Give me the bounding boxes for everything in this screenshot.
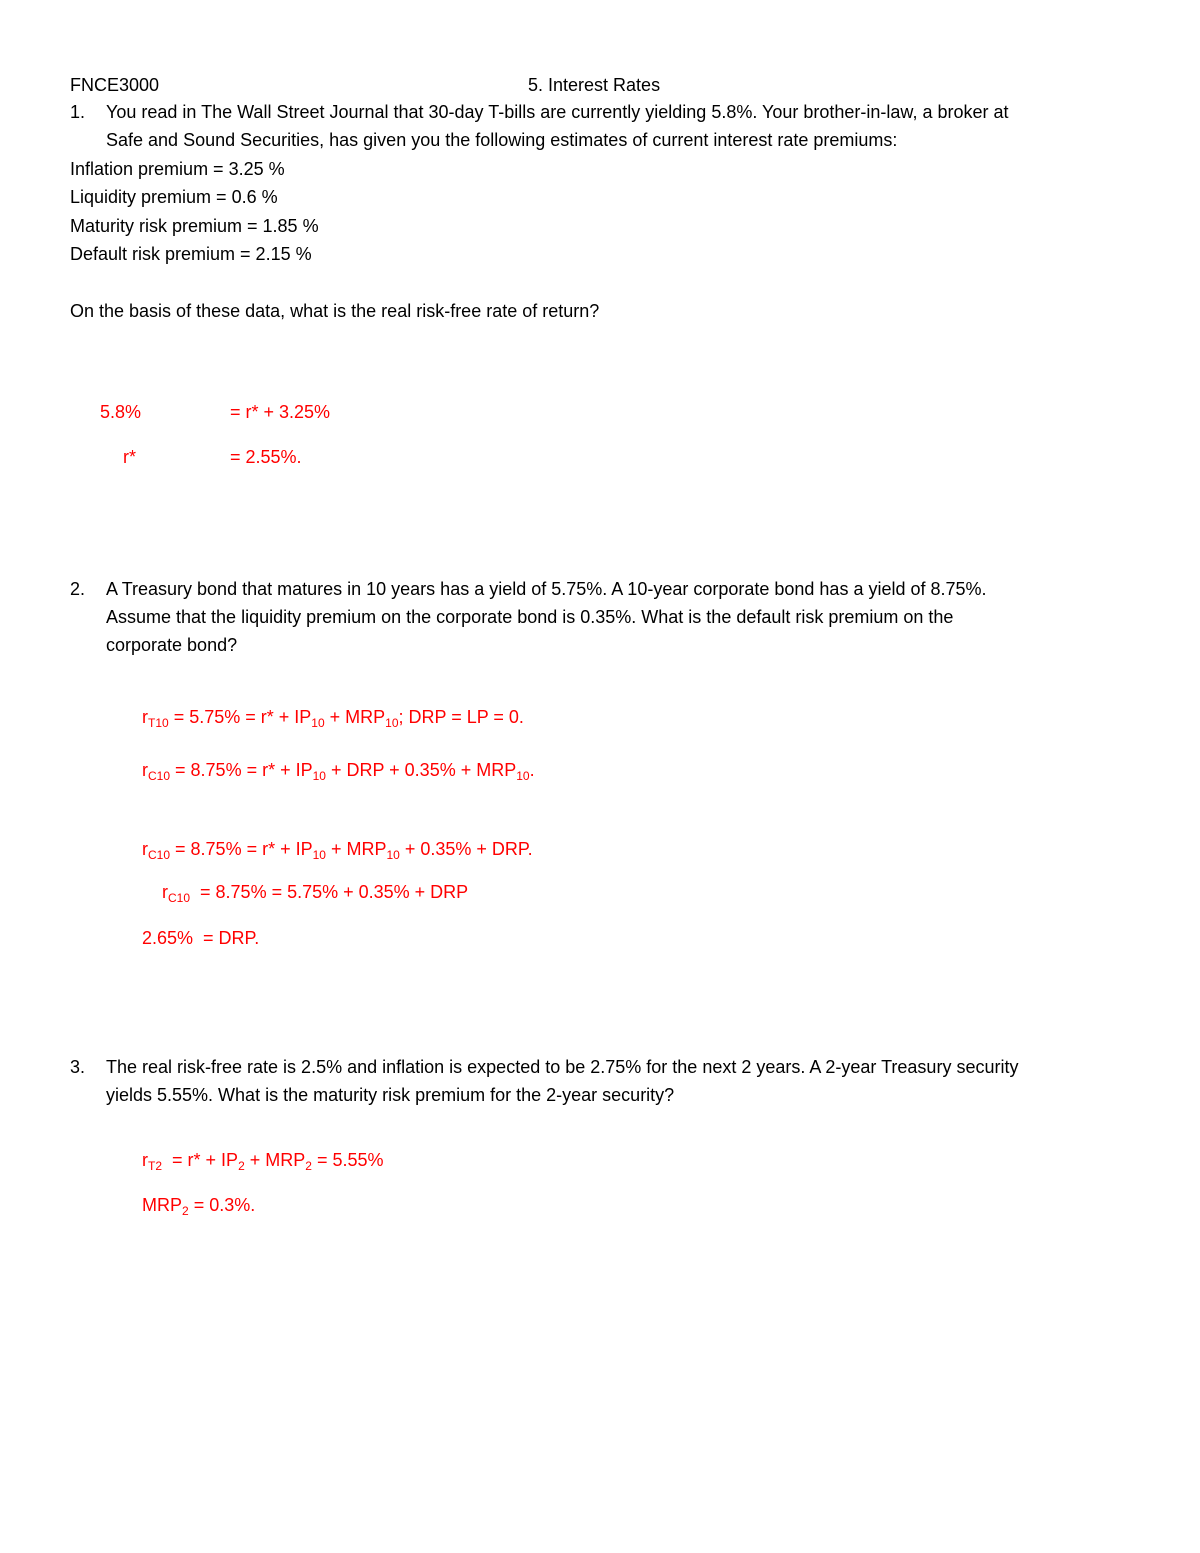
q3-text-line1: The real risk-free rate is 2.5% and inflation is expected to be 2.75% for the next 2 years. A 2-year Treasury security [106,1057,1019,1077]
liquidity-premium: Liquidity premium = 0.6 % [70,187,278,207]
q2-answer-line4: $r_{C10} = 8.75\% = 5.75\% + 0.35\%$ + DRP [162,882,469,905]
default-risk-premium: Default risk premium = 2.15 % [70,244,312,264]
q1-number: 1. [70,102,86,122]
q2-text-line2: Assume that the liquidity premium on the corporate bond is 0.35%. What is the default risk premium on the [106,607,954,627]
q1-answer-row2-left: r* [123,447,136,467]
page-title: 5. Interest Rates [528,75,661,95]
maturity-risk-premium: Maturity risk premium = 1.85 % [70,216,319,236]
q1-answer-row1-right: = r* + 3.25% [230,402,331,422]
q2-text-line3: corporate bond? [106,635,238,655]
course-code: FNCE3000 [70,75,160,95]
q1-text-line1: You read in The Wall Street Journal that 30-day T-bills are currently yielding 5.8%. Your brother-in-law, a broker at [106,102,1009,122]
q2-answer-line3: $r_{C10} = 8.75\% = r* + IP_{10} + MRP_{10} + 0.35\%$ + DRP. [142,839,533,862]
q3-number: 3. [70,1057,86,1077]
inflation-premium: Inflation premium = 3.25 % [70,159,285,179]
q1-answer-row1-left: 5.8% [100,402,142,422]
q3-answer-line2: $MRP_2 = 0.3\%$. [142,1195,256,1218]
q2-answer-line1: $r_{T10} = 5.75\% = r* + IP_{10} + MRP_{10}$; DRP = LP = 0. [142,707,524,730]
q3-text-line2: yields 5.55%. What is the maturity risk premium for the 2-year security? [106,1085,675,1105]
q1-text-line2: Safe and Sound Securities, has given you the following estimates of current interest rate premiums: [106,130,898,150]
q2-text-line1: A Treasury bond that matures in 10 years has a yield of 5.75%. A 10-year corporate bond has a yield of 8.75%. [106,579,987,599]
q3-answer-line1: $r_{T2} = r* + IP_2 + MRP_2 = 5.55\%$ [142,1150,384,1173]
q1-question: On the basis of these data, what is the real risk-free rate of return? [70,301,600,321]
q2-number: 2. [70,579,86,599]
q2-answer-line2: $r_{C10} = 8.75\% = r* + IP_{10}$ + DRP + $0.35\% + MRP_{10}$. [142,760,535,783]
q1-answer-row2-right: = 2.55%. [230,447,302,467]
q2-answer-line5: 2.65% = DRP. [142,928,260,948]
